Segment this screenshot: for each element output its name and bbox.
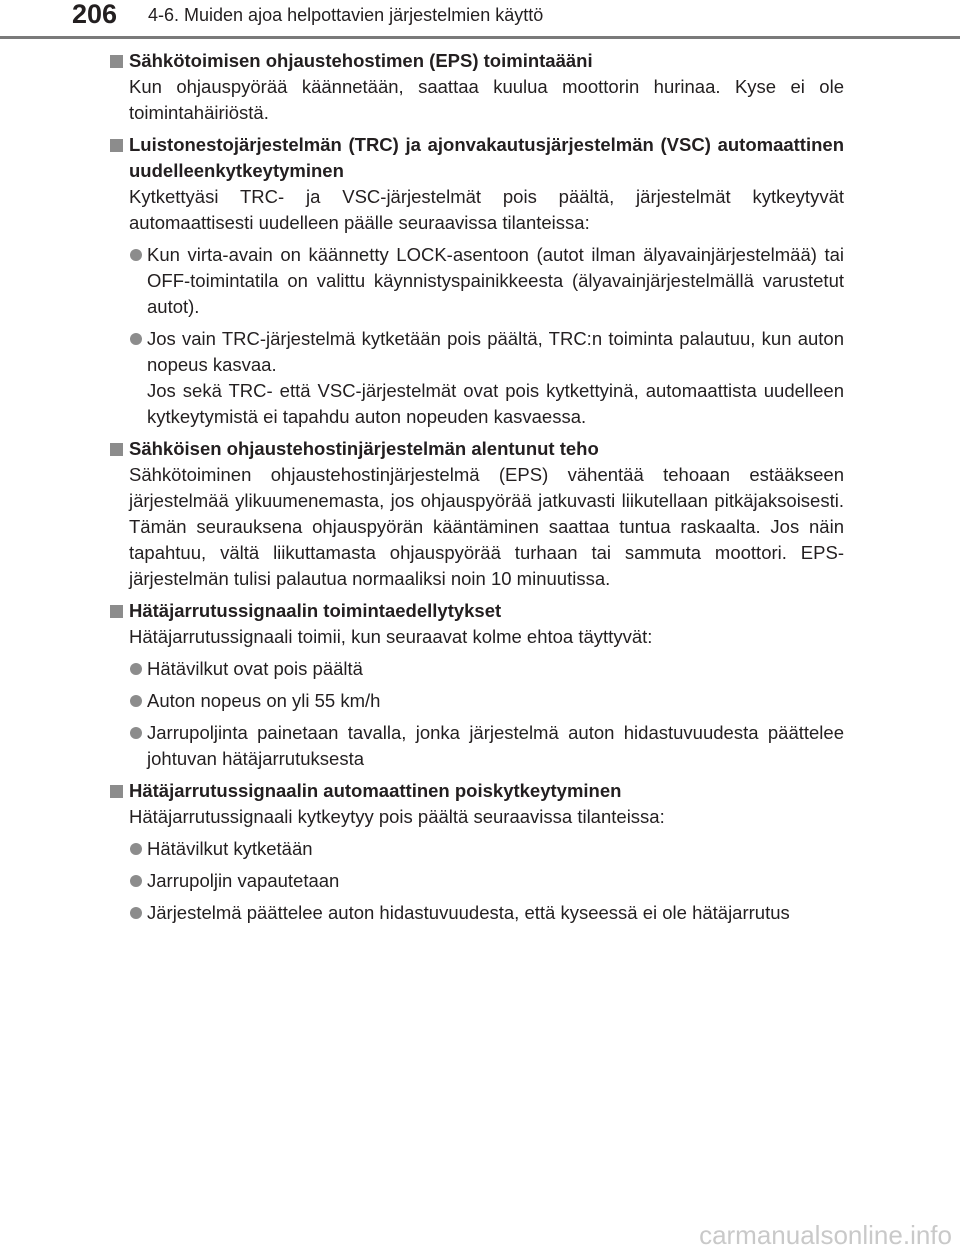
list-item: Kun virta-avain on käännetty LOCK-asentoon (autot ilman älyavainjärjestelmää) tai OFF-toimintatila on valittu käynnistyspainikkeesta (älyavainjärjestelmällä varustetut autot).	[110, 242, 844, 320]
section-paragraph: Hätäjarrutussignaali kytkeytyy pois päältä seuraavissa tilanteissa:	[129, 806, 665, 827]
section-eps-sound	[110, 48, 844, 126]
section-emergency-brake-signal-deactivation	[110, 778, 844, 926]
section-heading: Sähkötoimisen ohjaustehostimen (EPS) toimintaääni	[110, 48, 844, 74]
section-eps-reduced-power	[110, 436, 844, 592]
list-item: Järjestelmä päättelee auton hidastuvuudesta, että kyseessä ei ole hätäjarrutus	[110, 900, 844, 926]
section-heading: Sähköisen ohjaustehostinjärjestelmän alentunut teho	[110, 436, 844, 462]
square-bullet-icon	[110, 605, 123, 618]
list-item: Jos vain TRC-järjestelmä kytketään pois päältä, TRC:n toiminta palautuu, kun auton nopeus kasvaa. Jos sekä TRC- että VSC-järjestelmät ovat pois kytkettyinä, automaattista uudelleen kytkeytymistä ei tapahdu auton nopeuden kasvaessa.	[110, 326, 844, 430]
round-bullet-icon	[130, 663, 142, 675]
section-trc-vsc-reactivation	[110, 132, 844, 430]
section-paragraph: Hätäjarrutussignaali toimii, kun seuraavat kolme ehtoa täyttyvät:	[129, 626, 653, 647]
page-content	[110, 48, 844, 926]
list-item: Jarrupoljin vapautetaan	[110, 868, 844, 894]
watermark: carmanualsonline.info	[699, 1220, 952, 1250]
section-heading: Hätäjarrutussignaalin toimintaedellytykset	[110, 598, 844, 624]
section-heading: Luistonestojärjestelmän (TRC) ja ajonvakautusjärjestelmän (VSC) automaattinen uudelleenkytkeytyminen	[110, 132, 844, 184]
section-paragraph: Kun ohjauspyörää käännetään, saattaa kuulua moottorin hurinaa. Kyse ei ole toimintahäiriöstä.	[129, 76, 844, 123]
section-paragraph: Kytkettyäsi TRC- ja VSC-järjestelmät pois päältä, järjestelmät kytkeytyvät automaattisesti uudelleen päälle seuraavissa tilanteissa:	[129, 186, 844, 233]
round-bullet-icon	[130, 333, 142, 345]
chapter-title: 4-6. Muiden ajoa helpottavien järjestelmien käyttö	[148, 5, 544, 25]
round-bullet-icon	[130, 875, 142, 887]
section-paragraph: Sähkötoiminen ohjaustehostinjärjestelmä (EPS) vähentää tehoaan estääkseen järjestelmää ylikuumenemasta, jos ohjauspyörää jatkuvasti liikutellaan pitkäjaksoisesti. Tämän seurauksena ohjauspyörän kääntäminen saattaa tuntua raskaalta. Jos näin tapahtuu, vältä liikuttamasta ohjauspyörää turhaan tai sammuta moottori. EPS-järjestelmän tulisi palautua normaaliksi noin 10 minuutissa.	[129, 464, 844, 589]
round-bullet-icon	[130, 843, 142, 855]
round-bullet-icon	[130, 695, 142, 707]
square-bullet-icon	[110, 443, 123, 456]
section-heading: Hätäjarrutussignaalin automaattinen poiskytkeytyminen	[110, 778, 844, 804]
list-item: Auton nopeus on yli 55 km/h	[110, 688, 844, 714]
square-bullet-icon	[110, 785, 123, 798]
header-rule	[0, 36, 960, 39]
list-item: Hätävilkut ovat pois päältä	[110, 656, 844, 682]
round-bullet-icon	[130, 727, 142, 739]
page-header	[0, 0, 960, 40]
round-bullet-icon	[130, 249, 142, 261]
list-item: Hätävilkut kytketään	[110, 836, 844, 862]
section-emergency-brake-signal-conditions	[110, 598, 844, 772]
round-bullet-icon	[130, 907, 142, 919]
square-bullet-icon	[110, 139, 123, 152]
page-number: 206	[72, 0, 118, 29]
list-item: Jarrupoljinta painetaan tavalla, jonka järjestelmä auton hidastuvuudesta päättelee johtuvan hätäjarrutuksesta	[110, 720, 844, 772]
square-bullet-icon	[110, 55, 123, 68]
